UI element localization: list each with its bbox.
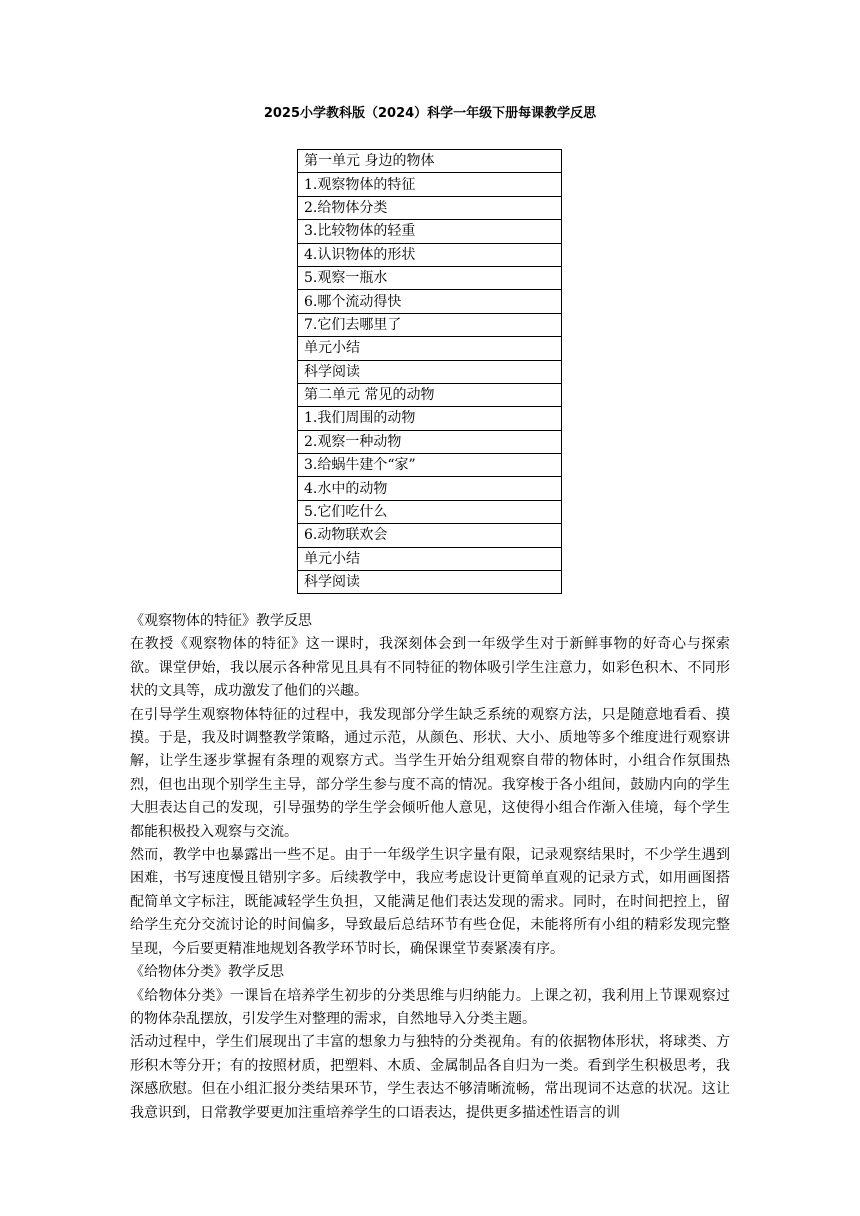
toc-row — [298, 383, 562, 406]
toc-row — [298, 173, 562, 196]
section-heading: 《观察物体的特征》教学反思 — [130, 613, 312, 629]
body-paragraph: 在引导学生观察物体特征的过程中，我发现部分学生缺乏系统的观察方法，只是随意地看看、摸摸。于是，我及时调整教学策略，通过示范，从颜色、形状、大小、质地等多个维度进行观察讲解，让学生逐步掌握有条理的观察方式。当学生开始分组观察自带的物体时，小组合作氛围热烈，但也出现个别学生主导，部分学生参与度不高的情况。我穿梭于各小组间，鼓励内向的学生大胆表达自己的发现，引导强势的学生学会倾听他人意见，这使得小组合作渐入佳境，每个学生都能积极投入观察与交流。 — [130, 706, 730, 840]
toc-row — [298, 477, 562, 500]
toc-row — [298, 150, 562, 173]
toc-cell: 1.观察物体的特征 — [298, 173, 562, 196]
body-paragraph: 在教授《观察物体的特征》这一课时，我深刻体会到一年级学生对于新鲜事物的好奇心与探索欲。课堂伊始，我以展示各种常见且具有不同特征的物体吸引学生注意力，如彩色积木、不同形状的文具等，成功激发了他们的兴趣。 — [130, 636, 730, 700]
toc-cell: 6.哪个流动得快 — [298, 290, 562, 313]
toc-cell: 科学阅读 — [298, 360, 562, 383]
toc-row — [298, 337, 562, 360]
toc-row — [298, 290, 562, 313]
toc-row — [298, 571, 562, 594]
toc-row — [298, 243, 562, 266]
document-body — [130, 610, 730, 1125]
toc-row — [298, 407, 562, 430]
toc-row — [298, 360, 562, 383]
toc-cell: 2.给物体分类 — [298, 196, 562, 219]
toc-cell: 6.动物联欢会 — [298, 524, 562, 547]
toc-row — [298, 220, 562, 243]
toc-cell: 7.它们去哪里了 — [298, 313, 562, 336]
body-paragraph: 《给物体分类》一课旨在培养学生初步的分类思维与归纳能力。上课之初，我利用上节课观察过的物体杂乱摆放，引发学生对整理的需求，自然地导入分类主题。 — [130, 987, 730, 1027]
toc-row — [298, 196, 562, 219]
toc-cell: 第二单元 常见的动物 — [298, 383, 562, 406]
body-paragraph: 然而，教学中也暴露出一些不足。由于一年级学生识字量有限，记录观察结果时，不少学生遇到困难，书写速度慢且错别字多。后续教学中，我应考虑设计更简单直观的记录方式，如用画图搭配简单文字标注，既能减轻学生负担，又能满足他们表达发现的需求。同时，在时间把控上，留给学生充分交流讨论的时间偏多，导致最后总结环节有些仓促，未能将所有小组的精彩发现完整呈现，今后要更精准地规划各教学环节时长，确保课堂节奏紧凑有序。 — [130, 847, 730, 957]
body-paragraph: 活动过程中，学生们展现出了丰富的想象力与独特的分类视角。有的依据物体形状，将球类、方形积木等分开；有的按照材质，把塑料、木质、金属制品各自归为一类。看到学生积极思考，我深感欣慰。但在小组汇报分类结果环节，学生表达不够清晰流畅，常出现词不达意的状况。这让我意识到，日常教学要更加注重培养学生的口语表达，提供更多描述性语言的训 — [130, 1034, 730, 1121]
toc-row — [298, 547, 562, 570]
toc-row — [298, 454, 562, 477]
toc-cell: 5.观察一瓶水 — [298, 266, 562, 289]
toc-cell: 科学阅读 — [298, 571, 562, 594]
toc-cell: 1.我们周围的动物 — [298, 407, 562, 430]
toc-cell: 5.它们吃什么 — [298, 500, 562, 523]
toc-cell: 4.水中的动物 — [298, 477, 562, 500]
toc-cell: 3.比较物体的轻重 — [298, 220, 562, 243]
toc-cell: 单元小结 — [298, 547, 562, 570]
toc-row — [298, 524, 562, 547]
toc-cell: 4.认识物体的形状 — [298, 243, 562, 266]
toc-row — [298, 313, 562, 336]
table-of-contents — [297, 149, 562, 594]
toc-cell: 第一单元 身边的物体 — [298, 150, 562, 173]
document-title: 2025小学教科版（2024）科学一年级下册每课教学反思 — [263, 106, 597, 121]
toc-cell: 2.观察一种动物 — [298, 430, 562, 453]
toc-cell: 单元小结 — [298, 337, 562, 360]
section-heading: 《给物体分类》教学反思 — [130, 964, 284, 981]
toc-cell: 3.给蜗牛建个“家” — [298, 454, 562, 477]
toc-row — [298, 266, 562, 289]
toc-row — [298, 430, 562, 453]
toc-row — [298, 500, 562, 523]
